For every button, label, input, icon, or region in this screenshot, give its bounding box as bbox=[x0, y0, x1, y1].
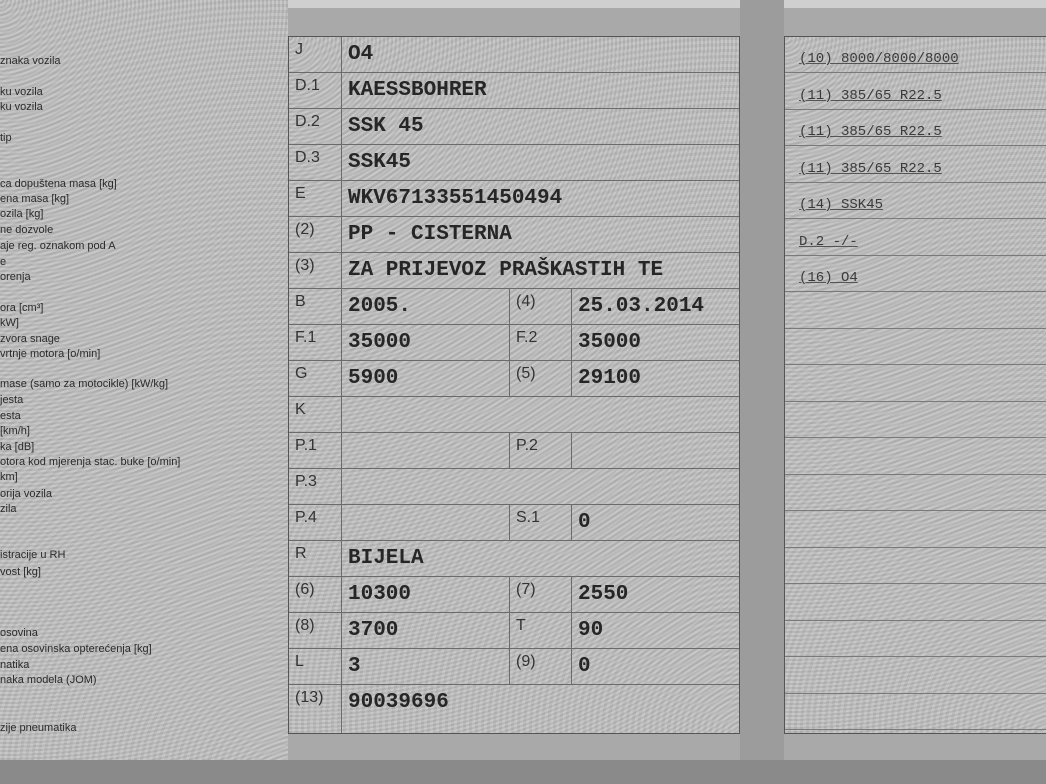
value-permitted-mass: 35000 bbox=[571, 325, 739, 360]
right-row bbox=[785, 548, 1046, 584]
left-label-16: jesta bbox=[0, 394, 24, 406]
row-j bbox=[289, 37, 739, 73]
value-engine-power bbox=[571, 433, 739, 468]
code-k: K bbox=[295, 401, 306, 418]
value-axles: 3 bbox=[341, 649, 509, 684]
right-entry: (10) 8000/8000/8000 bbox=[799, 51, 959, 67]
value-type: SSK 45 bbox=[341, 109, 739, 144]
row-2 bbox=[289, 217, 739, 253]
left-label-27: ena osovinska opterećenja [kg] bbox=[0, 643, 152, 655]
left-label-14: vrtnje motora [o/min] bbox=[0, 348, 101, 360]
code-g: G bbox=[295, 365, 308, 382]
value-height: 3700 bbox=[341, 613, 509, 648]
value-9: 0 bbox=[571, 649, 739, 684]
row-p1 bbox=[289, 433, 739, 469]
right-row bbox=[785, 585, 1046, 621]
row-13 bbox=[289, 685, 739, 733]
right-row bbox=[785, 37, 1046, 73]
code-d1: D.1 bbox=[295, 77, 320, 94]
code-l: L bbox=[295, 653, 304, 670]
right-entry: D.2 -/- bbox=[799, 233, 858, 250]
page-bottom-edge bbox=[0, 760, 1046, 784]
left-label-26: osovina bbox=[0, 627, 38, 639]
value-purpose: ZA PRIJEVOZ PRAŠKASTIH TE bbox=[341, 253, 739, 288]
value-year: 2005. bbox=[341, 289, 509, 324]
row-f bbox=[289, 325, 739, 361]
row-k bbox=[289, 397, 739, 433]
right-row bbox=[785, 256, 1046, 292]
code-p3: P.3 bbox=[295, 473, 317, 490]
row-d3 bbox=[289, 145, 739, 181]
value-payload: 29100 bbox=[571, 361, 739, 396]
value-engine-volume bbox=[341, 433, 509, 468]
value-length: 10300 bbox=[341, 577, 509, 612]
row-e bbox=[289, 181, 739, 217]
row-r bbox=[289, 541, 739, 577]
code-2: (2) bbox=[295, 221, 315, 238]
code-d3: D.3 bbox=[295, 149, 320, 166]
code-f1: F.1 bbox=[295, 329, 317, 346]
left-label-19: ka [dB] bbox=[0, 441, 35, 453]
right-row bbox=[785, 110, 1046, 146]
value-fuel-type bbox=[341, 469, 739, 504]
value-color: BIJELA bbox=[341, 541, 739, 576]
left-label-24: istracije u RH bbox=[0, 549, 66, 561]
value-make: KAESSBOHRER bbox=[341, 73, 739, 108]
row-3 bbox=[289, 253, 739, 289]
right-row bbox=[785, 147, 1046, 183]
left-label-3: tip bbox=[0, 132, 12, 144]
code-3: (3) bbox=[295, 257, 315, 274]
value-type-approval bbox=[341, 397, 739, 432]
value-rated-speed bbox=[341, 505, 509, 540]
value-width: 2550 bbox=[571, 577, 739, 612]
right-row bbox=[785, 694, 1046, 730]
right-row bbox=[785, 74, 1046, 110]
code-7: (7) bbox=[509, 577, 571, 612]
left-label-11: ora [cm³] bbox=[0, 302, 44, 314]
code-e: E bbox=[295, 185, 306, 202]
code-p4: P.4 bbox=[295, 509, 317, 526]
code-9: (9) bbox=[509, 649, 571, 684]
value-vin: WKV67133551450494 bbox=[341, 181, 739, 216]
row-l bbox=[289, 649, 739, 685]
right-entry: (11) 385/65 R22.5 bbox=[799, 87, 942, 104]
value-max-speed: 90 bbox=[571, 613, 739, 648]
row-d2 bbox=[289, 109, 739, 145]
code-d2: D.2 bbox=[295, 113, 320, 130]
left-label-9: e bbox=[0, 256, 7, 268]
right-row bbox=[785, 658, 1046, 694]
registration-data-card bbox=[288, 36, 740, 734]
right-entry: (11) 385/65 R22.5 bbox=[799, 124, 942, 140]
right-row bbox=[785, 402, 1046, 438]
row-d1 bbox=[289, 73, 739, 109]
value-body-type: PP - CISTERNA bbox=[341, 217, 739, 252]
code-j: J bbox=[295, 41, 303, 58]
left-labels-panel bbox=[0, 0, 288, 784]
left-label-12: kW] bbox=[0, 317, 19, 329]
right-entry: (16) O4 bbox=[799, 270, 858, 286]
left-label-4: ca dopuštena masa [kg] bbox=[0, 178, 117, 190]
code-4: (4) bbox=[509, 289, 571, 324]
right-entry: (11) 385/65 R22.5 bbox=[799, 160, 942, 177]
left-label-5: ena masa [kg] bbox=[0, 193, 70, 205]
value-max-mass: 35000 bbox=[341, 325, 509, 360]
code-5: (5) bbox=[509, 361, 571, 396]
left-label-20: otora kod mjerenja stac. buke [o/min] bbox=[0, 456, 181, 468]
left-label-30: zije pneumatika bbox=[0, 722, 77, 734]
value-first-registration: 25.03.2014 bbox=[571, 289, 739, 324]
right-row bbox=[785, 329, 1046, 365]
code-r: R bbox=[295, 545, 307, 562]
code-6: (6) bbox=[295, 581, 315, 598]
code-t: T bbox=[509, 613, 571, 648]
right-entry: (14) SSK45 bbox=[799, 197, 884, 213]
left-label-13: zvora snage bbox=[0, 333, 60, 345]
left-label-0: znaka vozila bbox=[0, 55, 61, 67]
left-label-18: [km/h] bbox=[0, 425, 30, 437]
code-p2: P.2 bbox=[509, 433, 571, 468]
left-label-15: mase (samo za motocikle) [kW/kg] bbox=[0, 378, 169, 390]
right-row bbox=[785, 621, 1046, 657]
value-seats: 0 bbox=[571, 505, 739, 540]
code-13: (13) bbox=[295, 689, 324, 706]
left-label-6: ozila [kg] bbox=[0, 208, 44, 220]
page-fold-gap bbox=[740, 0, 784, 784]
left-label-1: ku vozila bbox=[0, 86, 43, 98]
code-s1: S.1 bbox=[509, 505, 571, 540]
row-b bbox=[289, 289, 739, 325]
right-row bbox=[785, 512, 1046, 548]
right-row bbox=[785, 439, 1046, 475]
row-p3 bbox=[289, 469, 739, 505]
left-label-21: km] bbox=[0, 471, 18, 483]
value-document-number: 90039696 bbox=[341, 685, 739, 733]
row-p4 bbox=[289, 505, 739, 541]
left-label-29: naka modela (JOM) bbox=[0, 674, 97, 686]
right-row bbox=[785, 475, 1046, 511]
left-label-23: zila bbox=[0, 503, 17, 515]
value-vehicle-mass: 5900 bbox=[341, 361, 509, 396]
right-row bbox=[785, 293, 1046, 329]
left-label-10: orenja bbox=[0, 271, 31, 283]
row-6 bbox=[289, 577, 739, 613]
left-label-25: vost [kg] bbox=[0, 566, 41, 578]
code-p1: P.1 bbox=[295, 437, 317, 454]
row-g bbox=[289, 361, 739, 397]
row-8 bbox=[289, 613, 739, 649]
value-model: SSK45 bbox=[341, 145, 739, 180]
code-f2: F.2 bbox=[509, 325, 571, 360]
code-b: B bbox=[295, 293, 306, 310]
left-label-7: ne dozvole bbox=[0, 224, 54, 236]
left-label-22: orija vozila bbox=[0, 488, 52, 500]
right-row bbox=[785, 366, 1046, 402]
right-row bbox=[785, 220, 1046, 256]
value-vehicle-category: O4 bbox=[341, 37, 739, 72]
code-8: (8) bbox=[295, 617, 315, 634]
left-label-17: esta bbox=[0, 410, 21, 422]
right-row bbox=[785, 183, 1046, 219]
left-label-28: natika bbox=[0, 659, 30, 671]
left-label-8: aje reg. oznakom pod A bbox=[0, 240, 116, 252]
additional-data-panel bbox=[784, 36, 1046, 734]
left-label-2: ku vozila bbox=[0, 101, 43, 113]
